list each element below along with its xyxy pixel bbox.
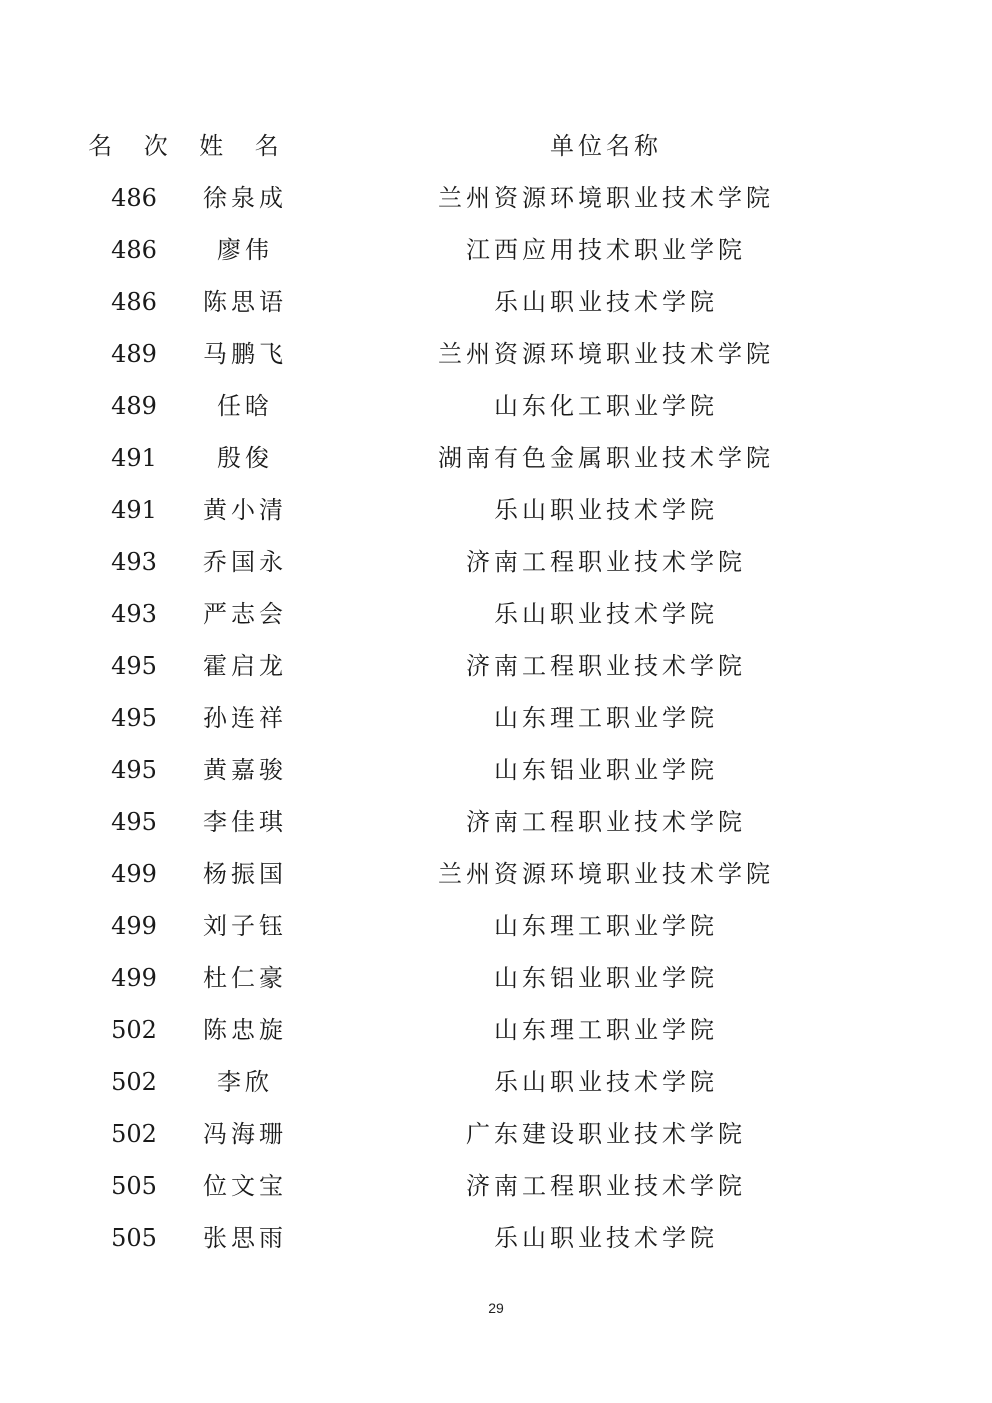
unit-cell: 山东理工职业学院 bbox=[494, 1016, 718, 1044]
rank-cell: 502 bbox=[111, 1068, 157, 1096]
rank-cell: 499 bbox=[111, 912, 157, 940]
unit-cell: 乐山职业技术学院 bbox=[494, 496, 718, 524]
name-cell: 李佳琪 bbox=[203, 808, 287, 836]
table-header bbox=[0, 120, 992, 172]
unit-cell: 济南工程职业技术学院 bbox=[466, 652, 746, 680]
name-cell: 乔国永 bbox=[203, 548, 287, 576]
table-row bbox=[0, 848, 992, 900]
name-cell: 马鹏飞 bbox=[203, 340, 287, 368]
table-row bbox=[0, 796, 992, 848]
name-cell: 严志会 bbox=[203, 600, 287, 628]
unit-cell: 江西应用技术职业学院 bbox=[466, 236, 746, 264]
name-cell: 殷俊 bbox=[217, 444, 273, 472]
name-cell: 霍启龙 bbox=[203, 652, 287, 680]
table-row bbox=[0, 640, 992, 692]
rank-cell: 486 bbox=[111, 288, 157, 316]
rank-cell: 499 bbox=[111, 860, 157, 888]
table-row bbox=[0, 432, 992, 484]
table-row bbox=[0, 484, 992, 536]
table-row bbox=[0, 1212, 992, 1264]
rank-cell: 502 bbox=[111, 1120, 157, 1148]
table-row bbox=[0, 172, 992, 224]
table-row bbox=[0, 1108, 992, 1160]
table-row bbox=[0, 952, 992, 1004]
rank-cell: 499 bbox=[111, 964, 157, 992]
table-row bbox=[0, 1004, 992, 1056]
unit-cell: 山东化工职业学院 bbox=[494, 392, 718, 420]
rank-cell: 486 bbox=[111, 236, 157, 264]
unit-cell: 乐山职业技术学院 bbox=[494, 1224, 718, 1252]
table-row bbox=[0, 1160, 992, 1212]
unit-cell: 乐山职业技术学院 bbox=[494, 1068, 718, 1096]
rank-cell: 505 bbox=[111, 1172, 157, 1200]
name-cell: 徐泉成 bbox=[203, 184, 287, 212]
rank-cell: 489 bbox=[111, 340, 157, 368]
ranking-table bbox=[0, 120, 992, 1264]
header-rank: 名 次 bbox=[88, 132, 180, 160]
rank-cell: 493 bbox=[111, 600, 157, 628]
unit-cell: 济南工程职业技术学院 bbox=[466, 1172, 746, 1200]
name-cell: 黄小清 bbox=[203, 496, 287, 524]
unit-cell: 兰州资源环境职业技术学院 bbox=[438, 184, 774, 212]
name-cell: 陈忠旋 bbox=[203, 1016, 287, 1044]
table-row bbox=[0, 328, 992, 380]
name-cell: 黄嘉骏 bbox=[203, 756, 287, 784]
unit-cell: 山东理工职业学院 bbox=[494, 912, 718, 940]
name-cell: 位文宝 bbox=[203, 1172, 287, 1200]
table-row bbox=[0, 900, 992, 952]
table-row bbox=[0, 224, 992, 276]
rank-cell: 495 bbox=[111, 704, 157, 732]
unit-cell: 乐山职业技术学院 bbox=[494, 600, 718, 628]
table-row bbox=[0, 1056, 992, 1108]
rank-cell: 493 bbox=[111, 548, 157, 576]
name-cell: 张思雨 bbox=[203, 1224, 287, 1252]
table-row bbox=[0, 744, 992, 796]
unit-cell: 兰州资源环境职业技术学院 bbox=[438, 860, 774, 888]
table-row bbox=[0, 276, 992, 328]
name-cell: 冯海珊 bbox=[203, 1120, 287, 1148]
header-unit: 单位名称 bbox=[550, 132, 662, 160]
rank-cell: 491 bbox=[111, 444, 157, 472]
name-cell: 孙连祥 bbox=[203, 704, 287, 732]
name-cell: 杨振国 bbox=[203, 860, 287, 888]
name-cell: 杜仁豪 bbox=[203, 964, 287, 992]
rank-cell: 505 bbox=[111, 1224, 157, 1252]
rank-cell: 489 bbox=[111, 392, 157, 420]
page-number: 29 bbox=[488, 1300, 504, 1316]
unit-cell: 湖南有色金属职业技术学院 bbox=[438, 444, 774, 472]
unit-cell: 山东理工职业学院 bbox=[494, 704, 718, 732]
table-row bbox=[0, 536, 992, 588]
unit-cell: 济南工程职业技术学院 bbox=[466, 548, 746, 576]
unit-cell: 乐山职业技术学院 bbox=[494, 288, 718, 316]
rank-cell: 486 bbox=[111, 184, 157, 212]
rank-cell: 495 bbox=[111, 808, 157, 836]
unit-cell: 山东铝业职业学院 bbox=[494, 756, 718, 784]
table-row bbox=[0, 588, 992, 640]
name-cell: 任晗 bbox=[217, 392, 273, 420]
table-body bbox=[0, 172, 992, 1264]
rank-cell: 502 bbox=[111, 1016, 157, 1044]
table-row bbox=[0, 692, 992, 744]
rank-cell: 495 bbox=[111, 652, 157, 680]
unit-cell: 兰州资源环境职业技术学院 bbox=[438, 340, 774, 368]
table-row bbox=[0, 380, 992, 432]
name-cell: 李欣 bbox=[217, 1068, 273, 1096]
name-cell: 廖伟 bbox=[217, 236, 273, 264]
header-name: 姓 名 bbox=[199, 132, 291, 160]
unit-cell: 广东建设职业技术学院 bbox=[466, 1120, 746, 1148]
unit-cell: 山东铝业职业学院 bbox=[494, 964, 718, 992]
name-cell: 陈思语 bbox=[203, 288, 287, 316]
name-cell: 刘子钰 bbox=[203, 912, 287, 940]
rank-cell: 491 bbox=[111, 496, 157, 524]
rank-cell: 495 bbox=[111, 756, 157, 784]
unit-cell: 济南工程职业技术学院 bbox=[466, 808, 746, 836]
